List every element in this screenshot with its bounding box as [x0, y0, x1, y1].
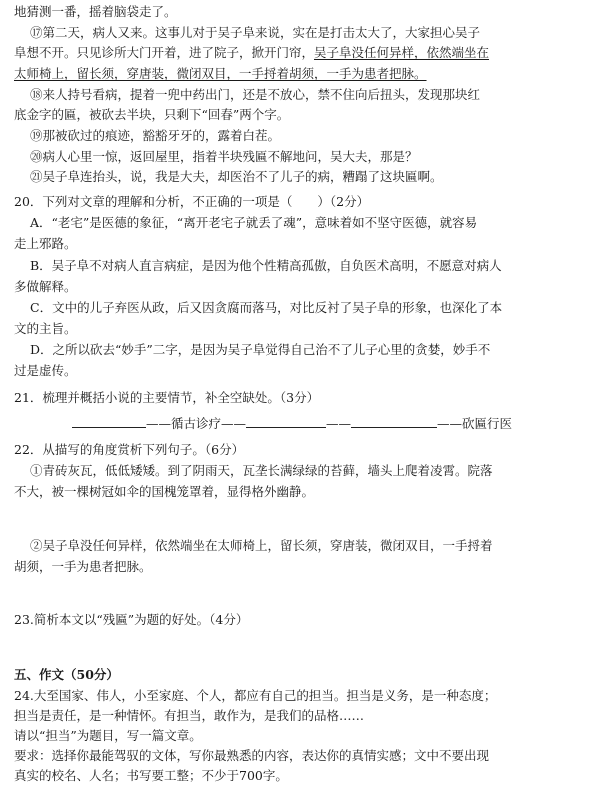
answer-blank-3[interactable] — [351, 415, 437, 428]
answer-blank-2[interactable] — [246, 415, 326, 428]
question-24-prompt: 24.大至国家、伟人，小至家庭、个人，都应有自己的担当。担当是义务，是一种态度； — [14, 688, 497, 703]
plot-outline — [72, 415, 512, 432]
option-c: C．文中的儿子弃医从政，后又因贪腐而落马，对比反衬了吴子阜的形象，也深化了本 — [30, 300, 503, 315]
writing-requirements-cont: 真实的校名、人名；书写要工整；不少于700字。 — [14, 768, 288, 783]
plot-step-final: ——砍匾行医 — [437, 416, 513, 431]
writing-instruction: 请以“担当”为题目，写一篇文章。 — [14, 728, 202, 743]
option-a: A．“老宅”是医德的象征，“离开老宅子就丢了魂”，意味着如不坚守医德，就容易 — [30, 215, 478, 230]
plot-step-1: ——循古诊疗—— — [146, 416, 247, 431]
underlined-sentence: 吴子阜没任何异样，依然端坐在 — [314, 45, 490, 60]
story-line: 地猜测一番，摇着脑袋走了。 — [14, 4, 177, 19]
writing-requirements: 要求：选择你最能驾驭的文体，写你最熟悉的内容，表达你的真情实感；文中不要出现 — [14, 748, 490, 763]
story-paragraph-18: ⑱来人持号看病，提着一兜中药出门，还是不放心，禁不住向后扭头，发现那块红 — [30, 87, 481, 102]
sentence-2: ②吴子阜没任何异样，依然端坐在太师椅上，留长须，穿唐装，微闭双目，一手捋着 — [30, 538, 493, 553]
story-paragraph-17-cont — [14, 45, 489, 61]
option-b: B．吴子阜不对病人直言病症，是因为他个性精高孤傲，自负医术高明，不愿意对病人 — [30, 258, 502, 273]
option-c-cont: 文的主旨。 — [14, 321, 77, 336]
sentence-2-cont: 胡须，一手为患者把脉。 — [14, 559, 152, 574]
underlined-sentence-cont: 太师椅上，留长须，穿唐装，微闭双目，一手捋着胡须，一手为患者把脉。 — [14, 66, 427, 81]
sentence-1: ①青砖灰瓦，低低矮矮。到了阴雨天，瓦垄长满绿绿的苔藓，墙头上爬着凌霄。院落 — [30, 463, 493, 478]
story-text: 阜想不开。只见诊所大门开着，进了院子，掀开门帘， — [14, 45, 315, 60]
option-d: D．之所以砍去“妙手”二字，是因为吴子阜觉得自己治不了儿子心里的贪婪，妙手不 — [30, 342, 491, 357]
section-heading: 五、作文（50分） — [14, 667, 119, 682]
question-22-stem: 22．从描写的角度赏析下列句子。（6分） — [14, 442, 245, 457]
story-paragraph-20: ⑳病人心里一惊，返回屋里，指着半块残匾不解地问，吴大夫，那是？ — [30, 149, 418, 164]
story-paragraph-21: ㉑吴子阜连抬头，说，我是大夫，却医治不了儿子的病，糟蹋了这块匾啊。 — [30, 169, 443, 184]
question-24-prompt-cont: 担当是责任，是一种情怀。有担当，敢作为，是我们的品格…… — [14, 708, 365, 723]
option-d-cont: 过是虚传。 — [14, 363, 77, 378]
story-paragraph-19: ⑲那被砍过的痕迹，豁豁牙牙的，露着白茬。 — [30, 128, 281, 143]
sentence-1-cont: 不大，被一棵树冠如伞的国槐笼罩着，显得格外幽静。 — [14, 484, 315, 499]
option-a-cont: 走上邪路。 — [14, 236, 77, 251]
plot-dash: —— — [326, 416, 352, 431]
question-20-stem: 20．下列对文章的理解和分析，不正确的一项是（ ）（2分） — [14, 194, 370, 209]
story-paragraph-18-cont: 底金字的匾，被砍去半块，只剩下“回春”两个字。 — [14, 107, 290, 122]
question-21-stem: 21．梳理并概括小说的主要情节，补全空缺处。（3分） — [14, 390, 320, 405]
option-b-cont: 多做解释。 — [14, 279, 77, 294]
question-23-stem: 23.简析本文以“残匾”为题的好处。（4分） — [14, 612, 249, 627]
answer-blank-1[interactable] — [72, 415, 146, 428]
story-paragraph-17: ⑰第二天，病人又来。这事儿对于吴子阜来说，实在是打击太大了，大家担心吴子 — [30, 25, 481, 40]
